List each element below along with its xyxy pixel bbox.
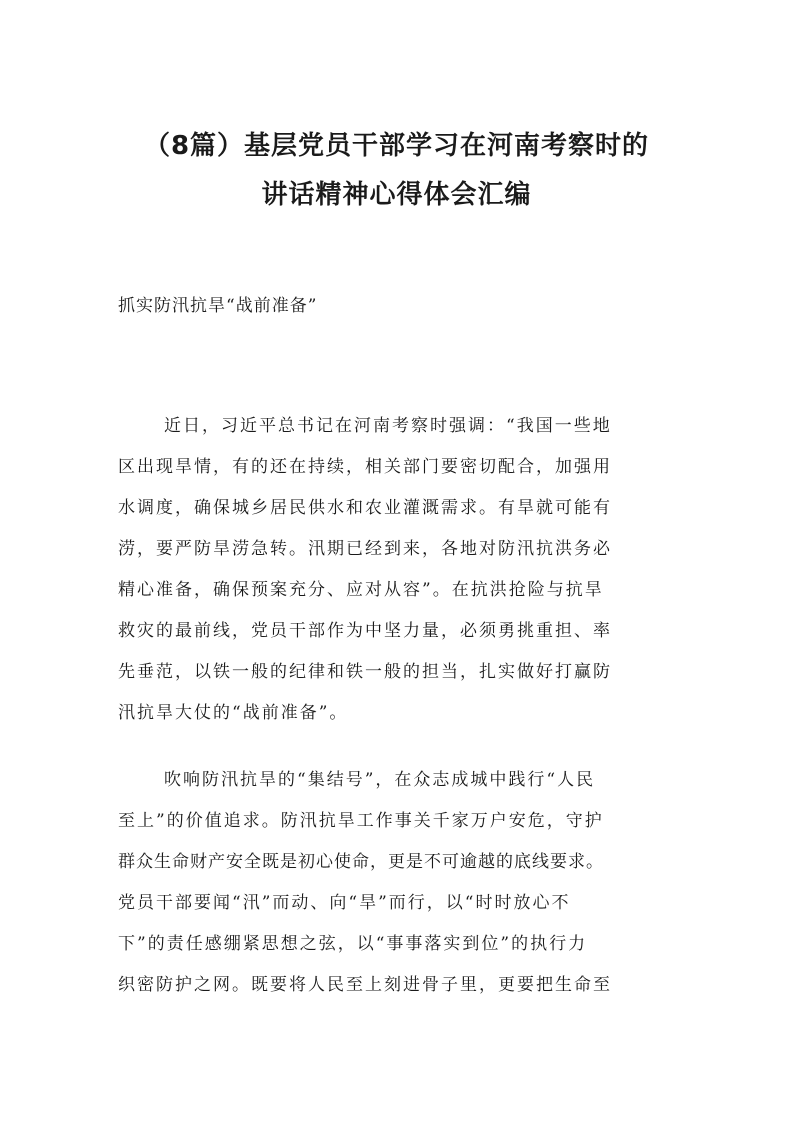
paragraph-line: 水调度，确保城乡居民供水和农业灌溉需求。有旱就可能有 — [118, 498, 612, 518]
paragraph-2 — [118, 760, 678, 1006]
paragraph-line: 区出现旱情，有的还在持续，相关部门要密切配合，加强用 — [118, 457, 612, 477]
document-title-line-2: 讲话精神心得体会汇编 — [261, 180, 532, 210]
paragraph-line: 吹响防汛抗旱的“集结号”，在众志成城中践行“人民 — [164, 770, 596, 790]
paragraph-line: 下”的责任感绷紧思想之弦，以“事事落实到位”的执行力 — [118, 934, 588, 954]
paragraph-line: 精心准备，确保预案充分、应对从容”。在抗洪抢险与抗旱 — [118, 580, 604, 600]
section-heading: 抓实防汛抗旱“战前准备” — [118, 296, 318, 316]
paragraph-line: 至上”的价值追求。防汛抗旱工作事关千家万户安危，守护 — [118, 811, 604, 831]
paragraph-1 — [118, 406, 678, 734]
paragraph-line: 先垂范，以铁一般的纪律和铁一般的担当，扎实做好打赢防 — [118, 662, 612, 682]
paragraph-line: 救灾的最前线，党员干部作为中坚力量，必须勇挑重担、率 — [118, 621, 612, 641]
paragraph-line: 党员干部要闻“汛”而动、向“旱”而行，以“时时放心不 — [118, 893, 571, 913]
paragraph-line: 群众生命财产安全既是初心使命，更是不可逾越的底线要求。 — [118, 852, 604, 872]
paragraph-line: 织密防护之网。既要将人民至上刻进骨子里，更要把生命至 — [118, 975, 612, 995]
paragraph-line: 涝，要严防旱涝急转。汛期已经到来，各地对防汛抗洪务必 — [118, 539, 612, 559]
document-title-line-1: （8篇）基层党员干部学习在河南考察时的 — [143, 131, 650, 161]
paragraph-line: 汛抗旱大仗的“战前准备”。 — [118, 703, 349, 723]
paragraph-line: 近日，习近平总书记在河南考察时强调：“我国一些地 — [164, 416, 612, 436]
